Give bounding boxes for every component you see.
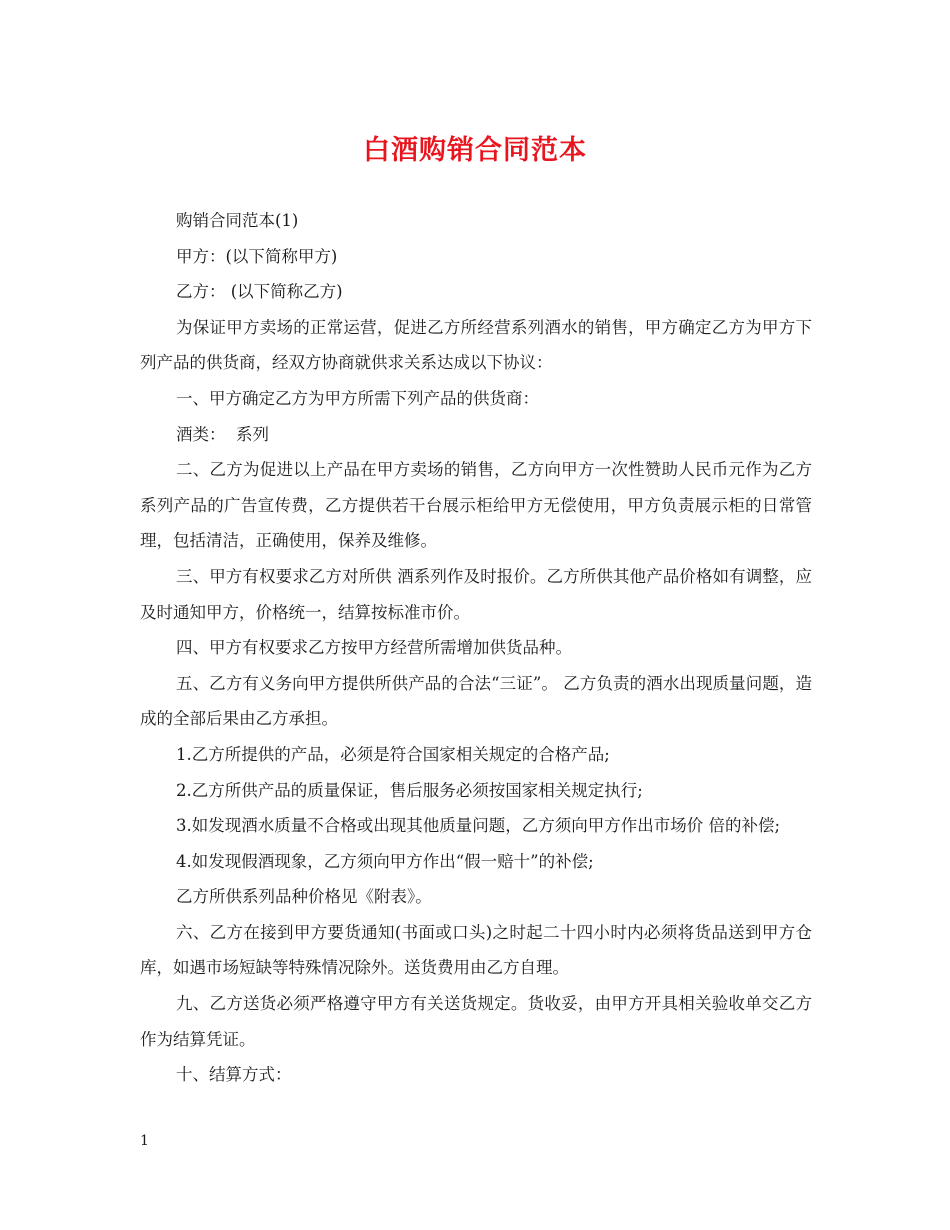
paragraph-wine-type: 酒类： 系列 [176, 424, 269, 444]
paragraph-party-a: 甲方：(以下简称甲方) [176, 246, 338, 266]
paragraph-clause-4: 四、甲方有权要求乙方按甲方经营所需增加供货品种。 [176, 638, 572, 658]
paragraph-clause-6: 六、乙方在接到甲方要货通知(书面或口头)之时起二十四小时内必须将货品送到甲方仓库，如遇市场短缺等特殊情况除外。送货费用由乙方自理。 [140, 922, 812, 978]
paragraph-item-2: 2.乙方所供产品的质量保证，售后服务必须按国家相关规定执行; [176, 780, 643, 800]
page-number: 1 [140, 1133, 149, 1149]
document-title: 白酒购销合同范本 [363, 135, 587, 166]
paragraph-contract-subtitle: 购销合同范本(1) [176, 211, 299, 230]
paragraph-clause-1: 一、甲方确定乙方为甲方所需下列产品的供货商： [176, 388, 539, 408]
paragraph-clause-2: 二、乙方为促进以上产品在甲方卖场的销售，乙方向甲方一次性赞助人民币元作为乙方系列产品的广告宣传费，乙方提供若干台展示柜给甲方无偿使用，甲方负责展示柜的日常管理，包括清洁，正确使用，保养及维修。 [140, 460, 812, 551]
paragraph-clause-3: 三、甲方有权要求乙方对所供 酒系列作及时报价。乙方所供其他产品价格如有调整，应及时通知甲方，价格统一，结算按标准市价。 [140, 566, 812, 622]
document-body [140, 203, 812, 1093]
paragraph-party-b: 乙方： (以下简称乙方) [176, 282, 343, 302]
paragraph-item-4: 4.如发现假酒现象，乙方须向甲方作出“假一赔十”的补偿; [176, 851, 594, 871]
paragraph-item-3: 3.如发现酒水质量不合格或出现其他质量问题，乙方须向甲方作出市场价 倍的补偿; [176, 816, 781, 836]
paragraph-clause-9: 九、乙方送货必须严格遵守甲方有关送货规定。货收妥，由甲方开具相关验收单交乙方作为结算凭证。 [140, 994, 812, 1049]
paragraph-item-1: 1.乙方所提供的产品，必须是符合国家相关规定的合格产品; [176, 744, 610, 764]
paragraph-price-list: 乙方所供系列品种价格见《附表》。 [176, 887, 432, 907]
paragraph-clause-5: 五、乙方有义务向甲方提供所供产品的合法“三证”。 乙方负责的酒水出现质量问题，造成的全部后果由乙方承担。 [140, 673, 812, 729]
paragraph-clause-10: 十、结算方式： [176, 1065, 292, 1085]
paragraph-preamble: 为保证甲方卖场的正常运营，促进乙方所经营系列酒水的销售，甲方确定乙方为甲方下列产品的供货商，经双方协商就供求关系达成以下协议： [140, 317, 812, 373]
